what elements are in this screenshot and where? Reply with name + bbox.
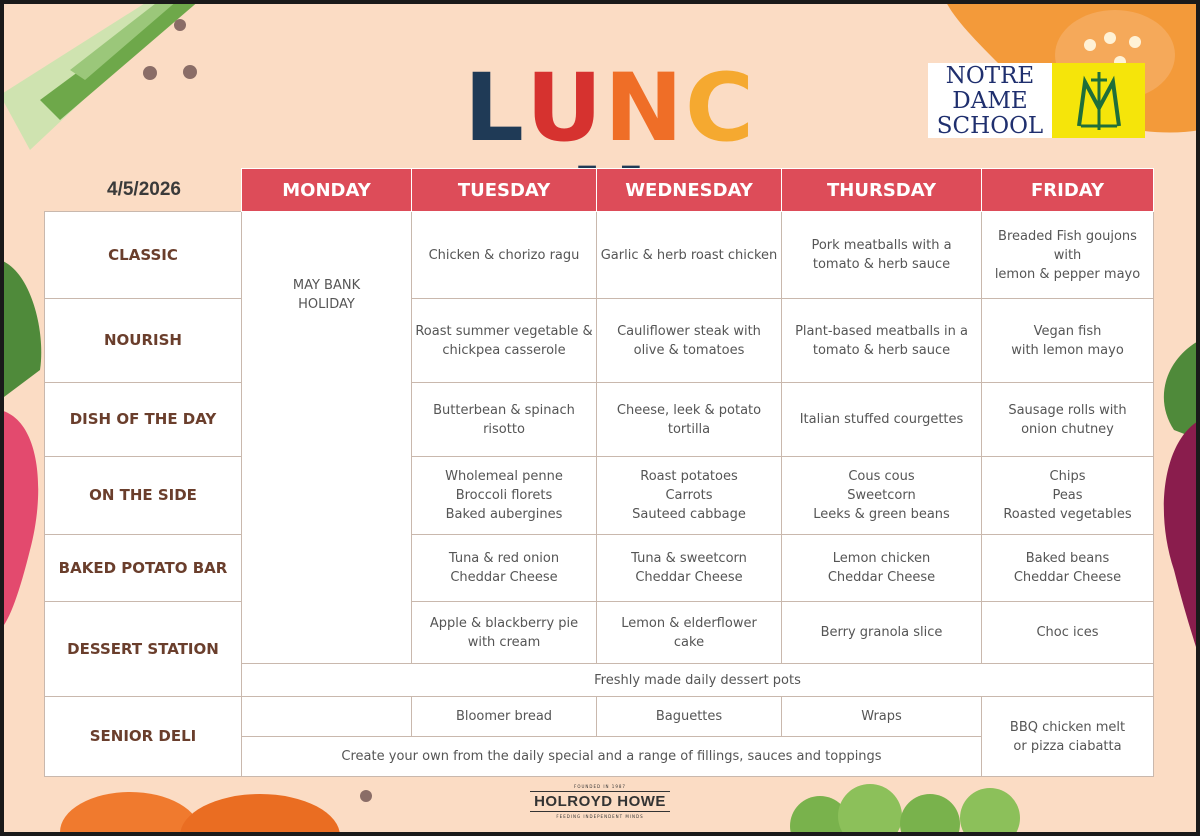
dish-line: Baked beans bbox=[1025, 551, 1110, 566]
dish-line: Chips bbox=[1049, 469, 1086, 484]
caterer-logo bbox=[530, 784, 670, 819]
menu-cell bbox=[982, 602, 1154, 664]
menu-cell bbox=[412, 383, 597, 457]
menu-cell bbox=[982, 535, 1154, 602]
dish-line: BBQ chicken melt bbox=[1009, 719, 1126, 735]
category-dish-of-the-day: DISH OF THE DAY bbox=[45, 383, 242, 457]
menu-date: 4/5/2026 bbox=[107, 179, 181, 200]
menu-cell bbox=[782, 299, 982, 383]
dish-line: Lemon & elderflower bbox=[621, 615, 757, 631]
caterer-tagline-top: FOUNDED IN 1987 bbox=[574, 784, 626, 789]
dish-line: Cheddar Cheese bbox=[827, 570, 936, 585]
dish-line: Wholemeal penne bbox=[445, 469, 563, 484]
dish-line: olive & tomatoes bbox=[633, 342, 745, 358]
dish-line: risotto bbox=[483, 421, 525, 437]
day-header-wednesday: WEDNESDAY bbox=[597, 169, 782, 212]
dish-line: lemon & pepper mayo bbox=[994, 266, 1141, 282]
menu-cell bbox=[982, 299, 1154, 383]
logo-line: SCHOOL bbox=[936, 113, 1044, 139]
day-header-thursday: THURSDAY bbox=[782, 169, 982, 212]
day-header-tuesday: TUESDAY bbox=[412, 169, 597, 212]
menu-cell bbox=[782, 602, 982, 664]
dish-line: Cheese, leek & potato bbox=[616, 402, 762, 418]
dish-line: Cheddar Cheese bbox=[635, 570, 743, 585]
menu-cell bbox=[782, 383, 982, 457]
menu-cell bbox=[982, 457, 1154, 535]
day-header-friday: FRIDAY bbox=[982, 169, 1154, 212]
dish-line: Sausage rolls with bbox=[1008, 402, 1127, 418]
category-on-the-side: ON THE SIDE bbox=[45, 457, 242, 535]
senior-deli-note: Create your own from the daily special and a range of fillings, sauces and toppings bbox=[242, 737, 982, 777]
radish-illustration bbox=[0, 250, 46, 630]
dish-line: Garlic & herb roast chicken bbox=[600, 247, 778, 263]
dish-line: Pork meatballs with a bbox=[811, 238, 952, 253]
dish-line: Peas bbox=[1052, 488, 1083, 503]
dish-line: Cheddar Cheese bbox=[1013, 570, 1122, 585]
title-letter: L bbox=[464, 54, 526, 163]
menu-cell bbox=[597, 535, 782, 602]
school-logo bbox=[928, 63, 1145, 138]
menu-cell bbox=[412, 457, 597, 535]
dish-line: or pizza ciabatta bbox=[1013, 738, 1122, 754]
category-senior-deli: SENIOR DELI bbox=[45, 697, 242, 777]
menu-table bbox=[44, 168, 1154, 777]
decor-dot bbox=[360, 790, 372, 802]
pumpkin-illustration bbox=[40, 772, 340, 836]
dish-line: Broccoli florets bbox=[455, 488, 553, 503]
menu-cell bbox=[597, 602, 782, 664]
leek-illustration bbox=[0, 0, 200, 170]
dish-line: Roast potatoes bbox=[640, 469, 738, 484]
dish-line: Apple & blackberry pie bbox=[429, 615, 579, 631]
category-classic: CLASSIC bbox=[45, 212, 242, 299]
dish-line: tortilla bbox=[667, 421, 711, 437]
menu-cell bbox=[597, 457, 782, 535]
menu-cell: Baguettes bbox=[597, 697, 782, 737]
caterer-name: HOLROYD HOWE bbox=[530, 791, 670, 812]
monday-note-line: HOLIDAY bbox=[298, 297, 355, 312]
menu-cell-empty bbox=[242, 697, 412, 737]
menu-cell bbox=[597, 299, 782, 383]
title-letter: U bbox=[525, 54, 605, 163]
dish-line: tomato & herb sauce bbox=[812, 257, 951, 272]
dish-line: Berry granola slice bbox=[820, 625, 943, 640]
dish-line: Baked aubergines bbox=[445, 507, 563, 522]
dish-line: Carrots bbox=[665, 488, 713, 503]
dessert-daily-note: Freshly made daily dessert pots bbox=[242, 664, 1154, 697]
dish-line: Plant-based meatballs in a bbox=[795, 323, 968, 339]
monday-note-line: MAY BANK bbox=[292, 278, 361, 293]
dish-line: Leeks & green beans bbox=[813, 507, 950, 522]
menu-cell bbox=[412, 602, 597, 664]
category-dessert-station: DESSERT STATION bbox=[45, 602, 242, 697]
day-header-monday: MONDAY bbox=[242, 169, 412, 212]
nd-monogram-icon bbox=[1052, 63, 1145, 138]
dish-line: with cream bbox=[467, 634, 541, 650]
dish-line: Roasted vegetables bbox=[1003, 507, 1132, 522]
dish-line: Sauteed cabbage bbox=[632, 507, 746, 522]
menu-cell bbox=[982, 212, 1154, 299]
menu-cell bbox=[412, 212, 597, 299]
dish-line: chickpea casserole bbox=[442, 342, 566, 358]
menu-cell bbox=[412, 535, 597, 602]
category-nourish: NOURISH bbox=[45, 299, 242, 383]
caterer-tagline-bottom: FEEDING INDEPENDENT MINDS bbox=[556, 814, 644, 819]
broccoli-illustration bbox=[780, 776, 1060, 836]
menu-cell bbox=[982, 383, 1154, 457]
menu-cell bbox=[412, 299, 597, 383]
school-name bbox=[928, 63, 1052, 138]
dish-line: Vegan fish bbox=[1033, 323, 1102, 339]
menu-cell bbox=[982, 697, 1154, 777]
dish-line: Lemon chicken bbox=[832, 551, 931, 566]
dish-line: Roast summer vegetable & bbox=[415, 323, 593, 339]
logo-line: DAME bbox=[952, 88, 1028, 114]
menu-cell: Wraps bbox=[782, 697, 982, 737]
dish-line: with lemon mayo bbox=[1011, 342, 1124, 358]
dish-line: onion chutney bbox=[1021, 421, 1114, 437]
monday-bank-holiday bbox=[242, 212, 412, 664]
dish-line: Cauliflower steak with bbox=[617, 323, 761, 339]
logo-line: NOTRE bbox=[945, 63, 1035, 89]
title-letter: C bbox=[684, 54, 756, 163]
dish-line: Choc ices bbox=[1036, 625, 1099, 640]
dish-line: cake bbox=[673, 634, 705, 650]
dish-line: Butterbean & spinach bbox=[433, 402, 575, 418]
dish-line: Sweetcorn bbox=[847, 488, 916, 503]
dish-line: tomato & herb sauce bbox=[812, 342, 951, 358]
dish-line: Tuna & red onion bbox=[448, 551, 560, 566]
dish-line: Breaded Fish goujons with bbox=[998, 228, 1137, 263]
menu-cell bbox=[782, 457, 982, 535]
beetroot-illustration bbox=[1154, 340, 1200, 660]
menu-cell: Bloomer bread bbox=[412, 697, 597, 737]
title-letter: N bbox=[604, 54, 685, 163]
menu-cell bbox=[597, 212, 782, 299]
dish-line: Cous cous bbox=[848, 469, 915, 484]
dish-line: Cheddar Cheese bbox=[450, 570, 558, 585]
menu-cell bbox=[782, 535, 982, 602]
menu-cell bbox=[782, 212, 982, 299]
category-baked-potato-bar: BAKED POTATO BAR bbox=[45, 535, 242, 602]
dish-line: Tuna & sweetcorn bbox=[631, 551, 747, 566]
dish-line: Chicken & chorizo ragu bbox=[428, 247, 580, 263]
dish-line: Italian stuffed courgettes bbox=[799, 412, 964, 427]
menu-cell bbox=[597, 383, 782, 457]
